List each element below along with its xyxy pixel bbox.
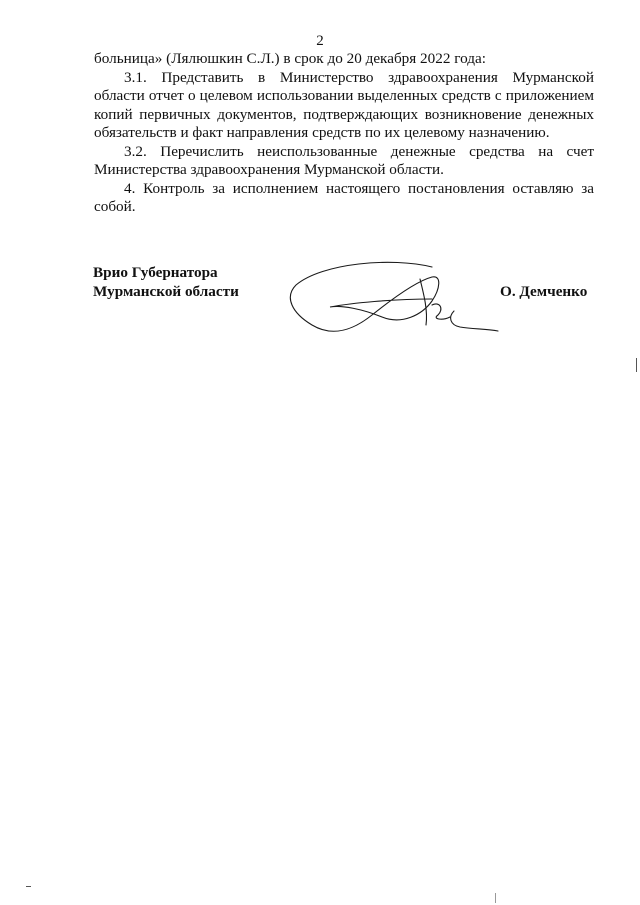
document-body	[94, 50, 594, 217]
scan-artifact-bottom-right	[495, 893, 496, 903]
paragraph-3-1: 3.1. Представить в Министерство здравоохранения Мурманской области отчет о целевом использовании выделенных средств с приложением копий первичных документов, подтверждающих возникновение денежных обязательств и факт направления средств по их целевому назначению.	[94, 68, 594, 141]
signatory-title-line-1: Врио Губернатора	[93, 264, 218, 281]
signatory-name: О. Демченко	[500, 283, 588, 300]
handwritten-signature	[282, 255, 507, 345]
paragraph-continuation: больница» (Лялюшкин С.Л.) в срок до 20 декабря 2022 года:	[94, 50, 486, 67]
signatory-title-line-2: Мурманской области	[93, 283, 239, 300]
page-number: 2	[316, 33, 324, 49]
scan-artifact-bottom-left	[26, 886, 31, 887]
paragraph-4: 4. Контроль за исполнением настоящего постановления оставляю за собой.	[94, 179, 594, 215]
paragraph-3-2: 3.2. Перечислить неиспользованные денежные средства на счет Министерства здравоохранения Мурманской области.	[94, 142, 594, 178]
signatory-title	[93, 263, 239, 301]
scan-artifact-right	[636, 358, 637, 372]
